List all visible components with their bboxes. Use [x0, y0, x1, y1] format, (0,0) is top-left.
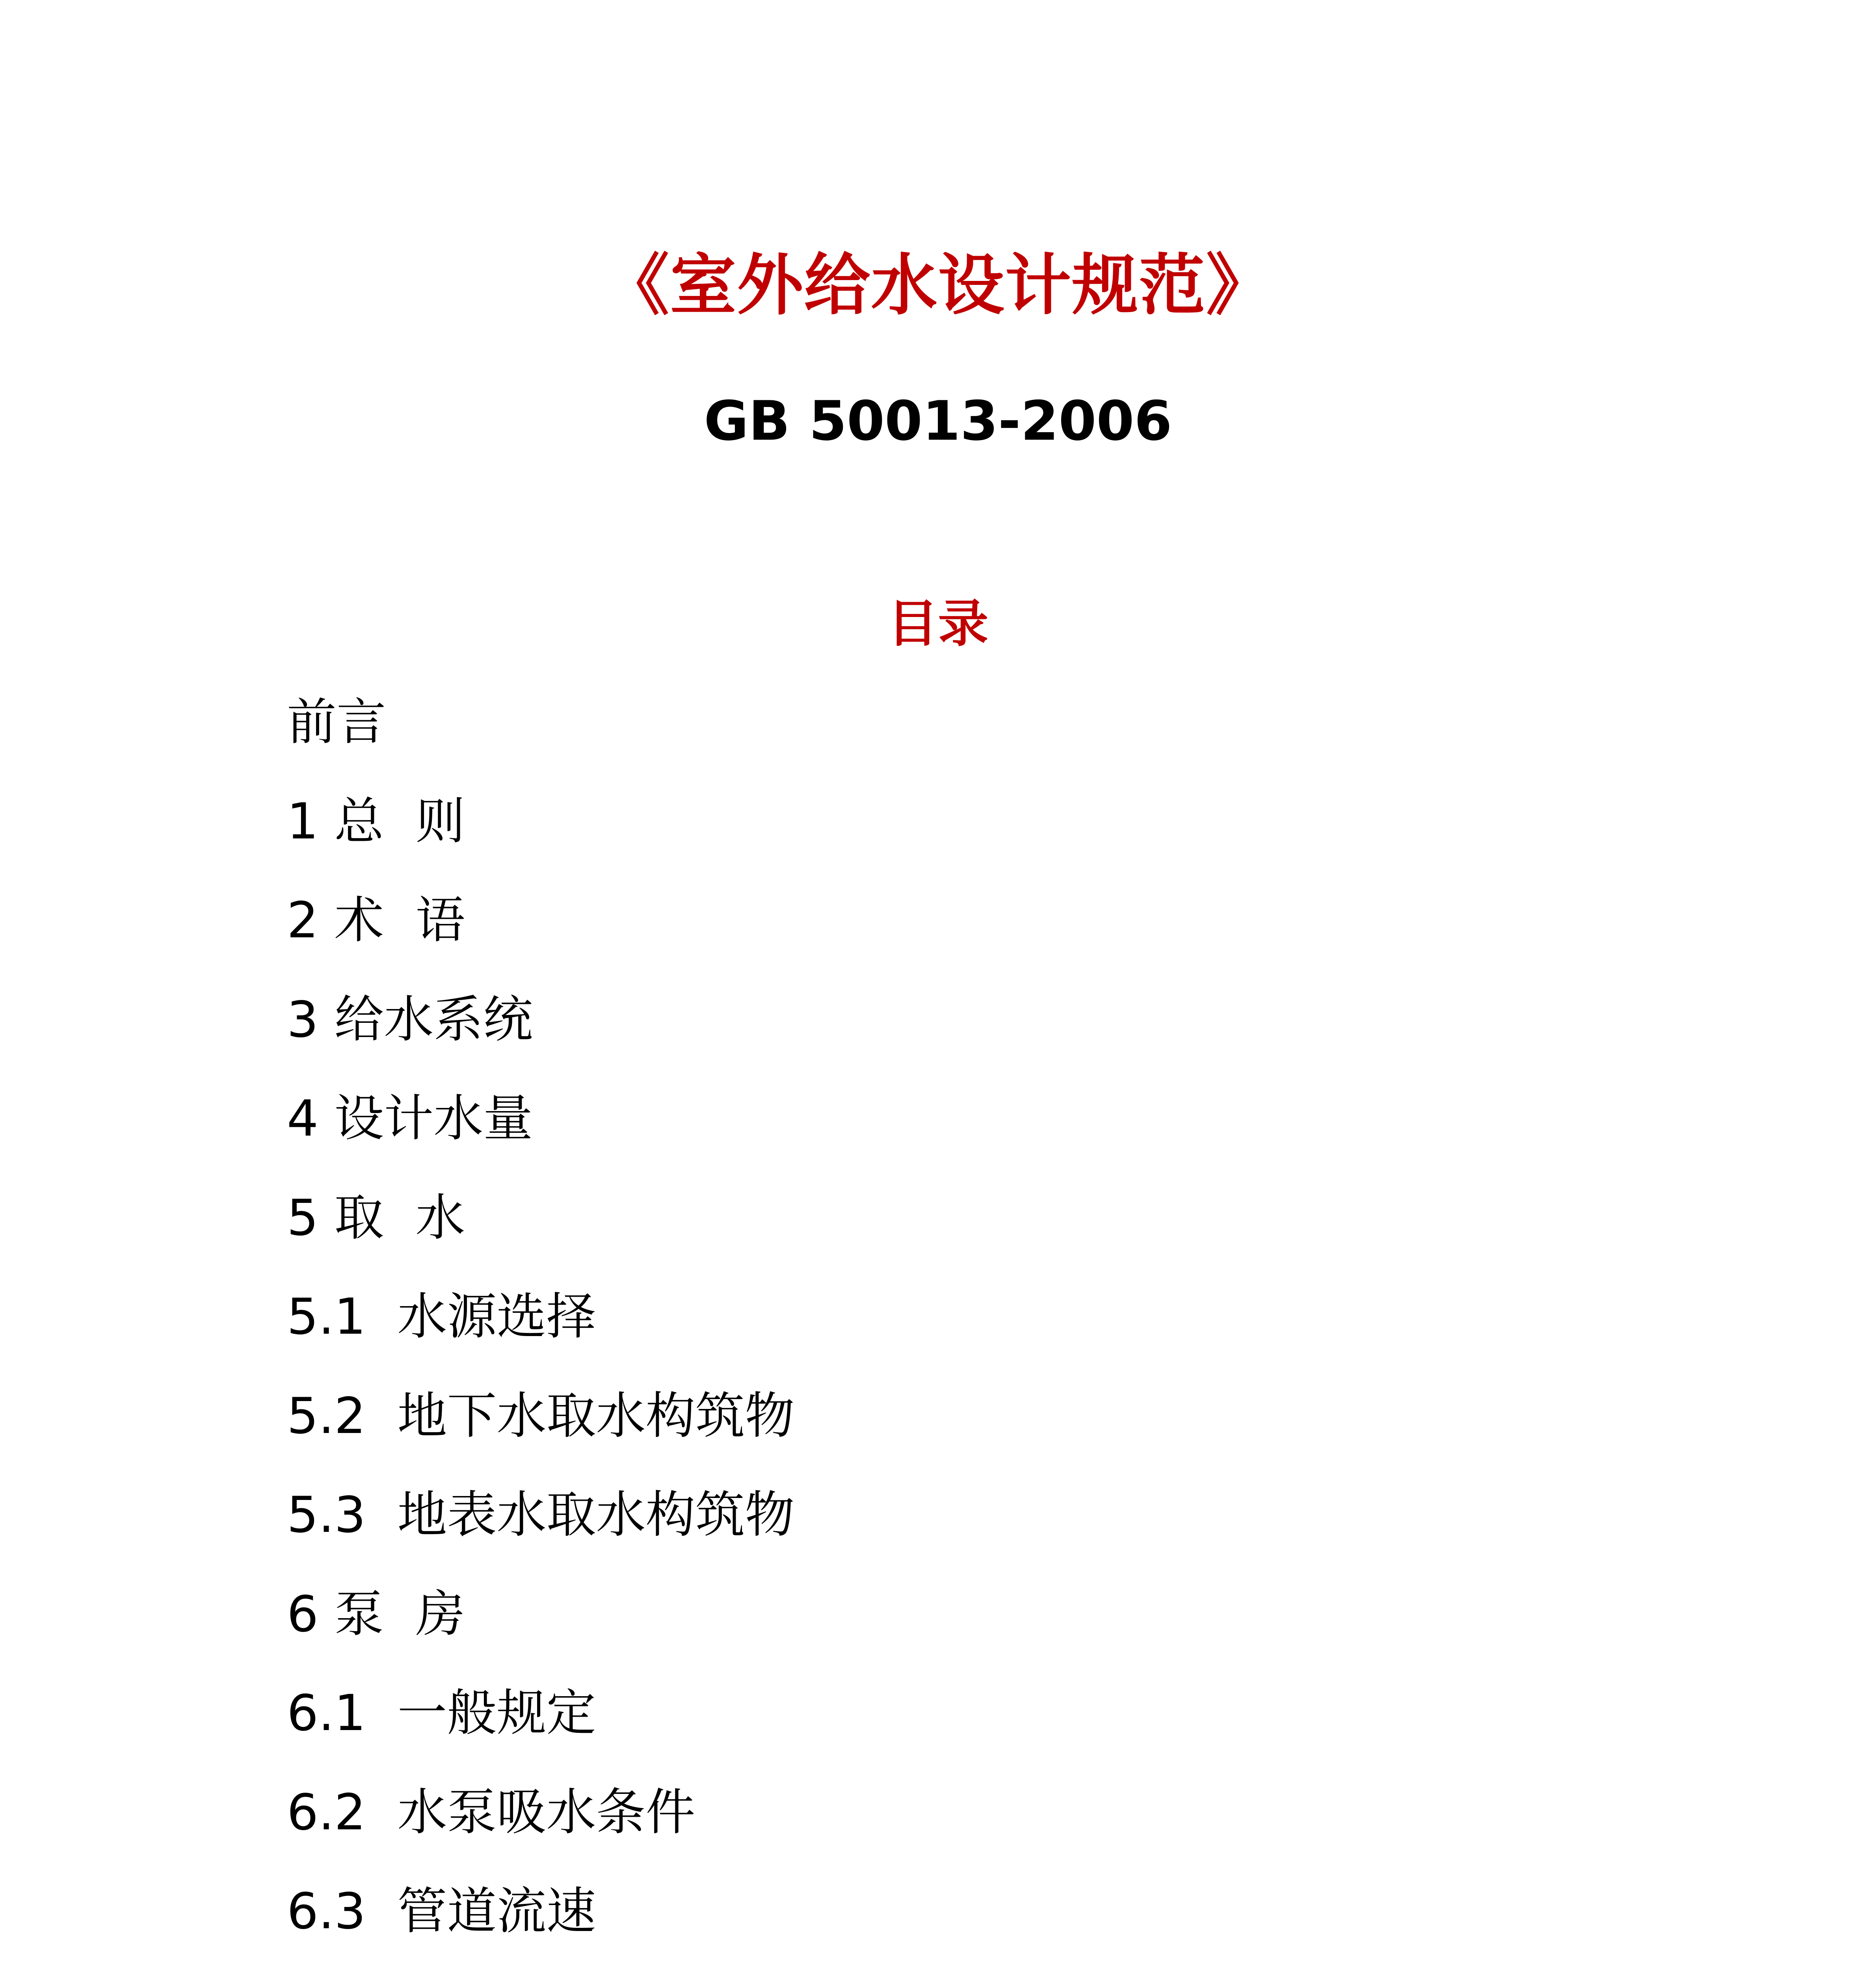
toc-item-2[interactable]: 2 术 语 [287, 891, 465, 949]
toc-item-5-2[interactable]: 5.2 地下水取水构筑物 [287, 1386, 795, 1445]
toc-item-5-1[interactable]: 5.1 水源选择 [287, 1288, 596, 1346]
toc-item-4[interactable]: 4 设计水量 [287, 1089, 533, 1147]
toc-item-3[interactable]: 3 给水系统 [287, 990, 533, 1048]
toc-item-5-3[interactable]: 5.3 地表水取水构筑物 [287, 1486, 795, 1544]
toc-item-6[interactable]: 6 泵 房 [287, 1585, 465, 1643]
toc-item-6-1[interactable]: 6.1 一般规定 [287, 1684, 596, 1742]
toc-heading: 目录 [887, 595, 989, 653]
toc-item-1[interactable]: 1 总 则 [287, 792, 465, 850]
toc-item-6-2[interactable]: 6.2 水泵吸水条件 [287, 1783, 695, 1841]
table-of-contents [287, 693, 795, 1970]
toc-item-5[interactable]: 5 取 水 [287, 1188, 465, 1247]
document-title: 《室外给水设计规范》 [603, 247, 1273, 324]
toc-item-6-3[interactable]: 6.3 管道流速 [287, 1882, 596, 1940]
toc-item-preface[interactable]: 前言 [287, 693, 386, 751]
document-standard-number: GB 50013-2006 [704, 389, 1172, 453]
